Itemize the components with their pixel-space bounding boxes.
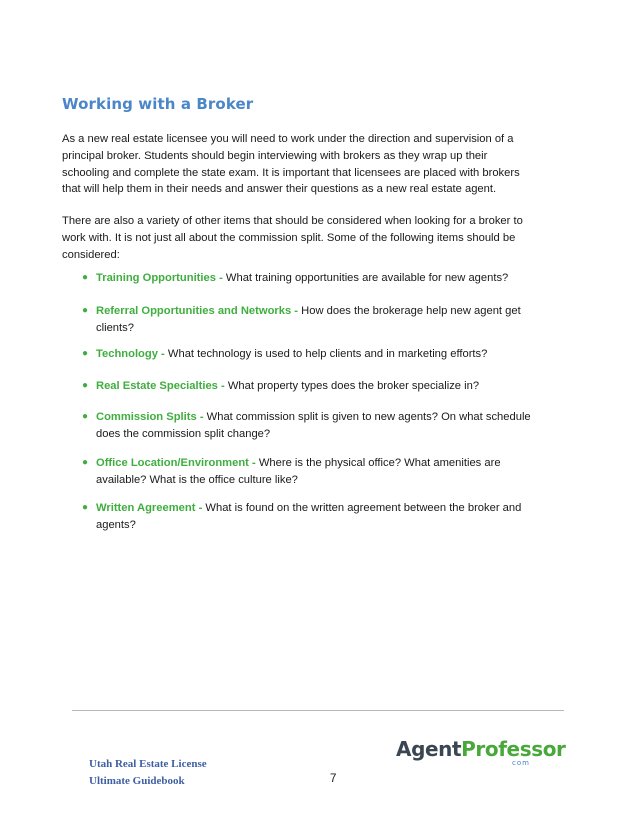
logo-wordmark (396, 737, 566, 761)
item-separator: - (217, 380, 228, 392)
paragraph-line: There are also a variety of other items that should be considered when looking for a broker to (62, 215, 523, 227)
list-item (82, 409, 566, 443)
paragraph-line: that will help them in their needs and answer their questions as a new real estate agent. (62, 183, 497, 196)
item-term: Office Location/Environment (96, 457, 249, 469)
item-separator: - (196, 411, 207, 423)
paragraph-line: considered: (62, 248, 120, 261)
intro-paragraph (62, 131, 562, 198)
footer-title-line: Ultimate Guidebook (89, 775, 185, 787)
item-description: does the commission split change? (96, 427, 271, 440)
item-separator: - (291, 305, 302, 317)
item-term: Technology (96, 348, 158, 360)
list-item (82, 346, 566, 363)
list-item (82, 455, 566, 489)
list-item (82, 270, 566, 287)
item-term: Referral Opportunities and Networks (96, 305, 292, 317)
section-heading: Working with a Broker (62, 95, 254, 113)
item-term: Written Agreement (96, 502, 196, 514)
item-description: clients? (96, 321, 134, 334)
item-description: Where is the physical office? What amenities are (258, 457, 501, 469)
page-number: 7 (330, 773, 337, 785)
item-term: Real Estate Specialties (96, 380, 218, 392)
bullet-icon: ● (82, 305, 89, 316)
item-description: agents? (96, 518, 136, 531)
item-term: Commission Splits (96, 411, 197, 423)
item-separator: - (215, 272, 226, 284)
list-item (82, 303, 566, 337)
bullet-icon: ● (82, 272, 89, 283)
item-term: Training Opportunities (96, 272, 216, 284)
item-description: What commission split is given to new agents? On what schedule (206, 411, 531, 423)
item-description: available? What is the office culture like? (96, 473, 298, 486)
paragraph-line: principal broker. Students should begin interviewing with brokers as they wrap up their (62, 149, 488, 162)
paragraph-line: work with. It is not just all about the commission split. Some of the following items should be (62, 231, 516, 244)
item-description: How does the brokerage help new agent get (301, 305, 521, 317)
bullet-icon: ● (82, 457, 89, 468)
logo-suffix: com (512, 759, 530, 767)
item-description: What training opportunities are available for new agents? (225, 272, 509, 284)
item-separator: - (195, 502, 206, 514)
item-description: What technology is used to help clients and in marketing efforts? (167, 348, 488, 360)
footer-divider (72, 710, 564, 711)
paragraph-line: As a new real estate licensee you will need to work under the direction and supervision of a (62, 133, 514, 145)
list-item (82, 378, 566, 395)
footer-book-title (89, 756, 207, 790)
bullet-icon: ● (82, 411, 89, 422)
considerations-paragraph (62, 213, 562, 263)
logo-word-agent: Agent (396, 737, 462, 761)
bullet-icon: ● (82, 348, 89, 359)
item-description: What is found on the written agreement between the broker and (205, 502, 522, 514)
item-separator: - (248, 457, 259, 469)
agent-professor-logo (396, 737, 566, 771)
logo-word-professor: Professor (461, 737, 566, 761)
bullet-icon: ● (82, 502, 89, 513)
item-separator: - (157, 348, 168, 360)
list-item (82, 500, 566, 534)
bullet-icon: ● (82, 380, 89, 391)
item-description: What property types does the broker specialize in? (227, 380, 480, 392)
footer-title-line: Utah Real Estate License (89, 758, 207, 770)
paragraph-line: schooling and complete the state exam. It is important that licensees are placed with brokers (62, 166, 520, 179)
